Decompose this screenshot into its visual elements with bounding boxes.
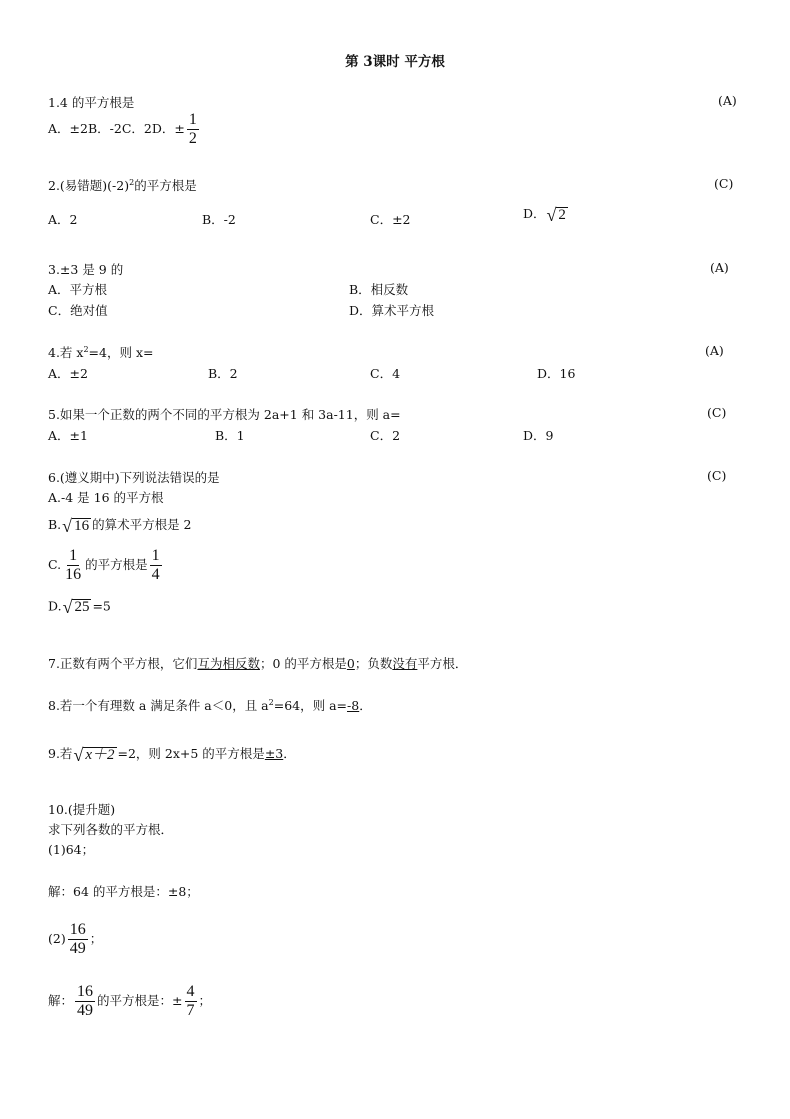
q1-options xyxy=(48,112,201,147)
q7-text-b: ；0 的平方根是 xyxy=(259,656,347,671)
q6-c-frac1-num: 1 xyxy=(69,547,78,564)
q5-answer: (C) xyxy=(707,405,727,420)
q10-p2-den: 49 xyxy=(69,940,86,957)
q8-sup: 2 xyxy=(268,697,274,707)
q7-blank-1: 互为相反数 xyxy=(197,656,260,671)
q10-s2-answer-fraction xyxy=(185,984,197,1019)
q9-text xyxy=(48,744,296,764)
q6-option-d-prefix: D. xyxy=(48,598,62,614)
q9-text-b: =2，则 2x+5 的平方根是 xyxy=(117,746,265,761)
q5-stem: 5.如果一个正数的两个不同的平方根为 2a+1 和 3a-11，则 a= xyxy=(48,407,401,422)
q10-solution-2 xyxy=(48,984,211,1019)
q10-s2-ans-num: 4 xyxy=(186,983,195,1000)
q4-option-b: B．2 xyxy=(208,366,238,381)
q9-text-a: 9.若 xyxy=(48,746,73,761)
q4-stem-a: 4.若 x xyxy=(48,345,84,360)
q10-s2-den: 49 xyxy=(77,1002,94,1019)
q10-solution-2-suffix: ； xyxy=(198,993,212,1008)
q6-answer: (C) xyxy=(707,468,727,483)
q6-b-sqrt xyxy=(62,517,91,535)
q10-part-2-prefix: (2) xyxy=(48,931,66,946)
q10-part-2 xyxy=(48,922,102,957)
q8-text-c: ． xyxy=(359,698,372,713)
q4-stem-b: =4，则 x= xyxy=(88,345,154,360)
q6-b-radicand: 16 xyxy=(74,517,90,534)
q2-option-a: A．2 xyxy=(48,212,78,227)
q7-blank-3: 没有 xyxy=(392,656,418,671)
q10-part-1: (1)64； xyxy=(48,842,95,857)
q10-s2-num: 16 xyxy=(77,983,94,1000)
q10-instruction: 求下列各数的平方根． xyxy=(48,822,174,837)
q4-option-a: A．±2 xyxy=(48,366,88,381)
radical-sign-icon: √ xyxy=(546,204,557,225)
q2-sqrt xyxy=(547,206,568,224)
q6-c-fraction-2 xyxy=(150,548,162,583)
q1-answer: (A) xyxy=(718,93,737,108)
q6-option-d xyxy=(48,598,111,616)
q2-answer: (C) xyxy=(714,176,734,191)
q6-option-d-suffix: =5 xyxy=(92,598,111,614)
q6-c-frac1-den: 16 xyxy=(65,566,82,583)
q2-stem xyxy=(48,176,197,194)
q2-stem-b: 的平方根是 xyxy=(134,178,197,193)
q10-solution-1: 解：64 的平方根是：±8； xyxy=(48,884,199,899)
q9-radicand: x＋2 xyxy=(85,746,115,763)
q6-option-c-prefix: C. xyxy=(48,557,62,572)
q10-header: 10.(提升题) xyxy=(48,802,116,817)
q10-p2-num: 16 xyxy=(69,921,86,938)
q6-option-b xyxy=(48,515,192,535)
q3-option-a: A．平方根 xyxy=(48,282,108,297)
q2-stem-sup: 2 xyxy=(129,177,135,187)
q3-option-b: B．相反数 xyxy=(349,282,409,297)
radical-sign-icon: √ xyxy=(62,515,73,536)
q6-c-fraction-1 xyxy=(63,548,83,583)
q6-option-c xyxy=(48,548,164,583)
q1-options-text: A．±2B．-2C．2D．± xyxy=(48,121,185,136)
page-title: 第 3课时 平方根 xyxy=(345,54,445,70)
q2-option-b: B．-2 xyxy=(202,212,236,227)
q6-c-frac2-num: 1 xyxy=(151,547,160,564)
q5-option-c: C．2 xyxy=(370,428,401,443)
q3-stem: 3.±3 是 9 的 xyxy=(48,262,124,277)
q10-solution-2-mid: 的平方根是：± xyxy=(97,993,183,1008)
q2-option-d-prefix: D． xyxy=(523,206,546,221)
q4-stem xyxy=(48,343,153,361)
q2-stem-a: 2.(易错题)(-2) xyxy=(48,178,130,193)
q8-blank: -8 xyxy=(347,698,360,713)
q6-option-c-mid: 的平方根是 xyxy=(85,557,148,572)
q10-s2-fraction xyxy=(75,984,95,1019)
q4-option-d: D．16 xyxy=(537,366,576,381)
q6-d-radicand: 25 xyxy=(74,599,90,616)
q7-text-c: ；负数 xyxy=(354,656,393,671)
q1-frac-num: 1 xyxy=(188,111,197,128)
q1-frac-den: 2 xyxy=(188,130,197,147)
q3-answer: (A) xyxy=(710,260,729,275)
q6-option-b-suffix: 的算术平方根是 2 xyxy=(92,517,192,532)
q9-text-c: ． xyxy=(283,746,296,761)
q7-text-a: 7.正数有两个平方根，它们 xyxy=(48,656,198,671)
q7-blank-2: 0 xyxy=(346,656,355,671)
q8-text xyxy=(48,696,372,714)
q3-option-d: D．算术平方根 xyxy=(349,303,435,318)
q1-fraction xyxy=(187,112,199,147)
q10-solution-2-prefix: 解： xyxy=(48,993,74,1008)
radical-sign-icon: √ xyxy=(62,597,73,617)
q2-option-d xyxy=(523,204,569,224)
q6-option-a: A.-4 是 16 的平方根 xyxy=(48,490,164,505)
q10-part-2-suffix: ； xyxy=(89,931,103,946)
q9-sqrt xyxy=(73,746,116,764)
q1-stem: 1.4 的平方根是 xyxy=(48,95,135,110)
q3-option-c: C．绝对值 xyxy=(48,303,108,318)
q9-blank: ±3 xyxy=(264,746,284,761)
q5-option-d: D．9 xyxy=(523,428,554,443)
q4-answer: (A) xyxy=(705,343,724,358)
q4-stem-sup: 2 xyxy=(83,344,89,354)
q7-text-d: 平方根． xyxy=(417,656,468,671)
q4-option-c: C．4 xyxy=(370,366,401,381)
q10-s2-ans-den: 7 xyxy=(186,1002,195,1019)
q6-c-frac2-den: 4 xyxy=(151,566,160,583)
q5-option-a: A．±1 xyxy=(48,428,88,443)
q5-option-b: B．1 xyxy=(215,428,245,443)
q8-text-a: 8.若一个有理数 a 满足条件 a＜0，且 a xyxy=(48,698,269,713)
q6-d-sqrt xyxy=(63,598,92,616)
q2-option-c: C．±2 xyxy=(370,212,411,227)
q8-text-b: =64，则 a= xyxy=(273,698,348,713)
q2-radicand: 2 xyxy=(558,206,566,223)
radical-sign-icon: √ xyxy=(73,744,84,765)
q10-p2-fraction xyxy=(68,922,88,957)
q6-stem: 6.(遵义期中)下列说法错误的是 xyxy=(48,470,220,485)
q6-option-b-prefix: B. xyxy=(48,517,62,532)
q7-text xyxy=(48,654,467,672)
